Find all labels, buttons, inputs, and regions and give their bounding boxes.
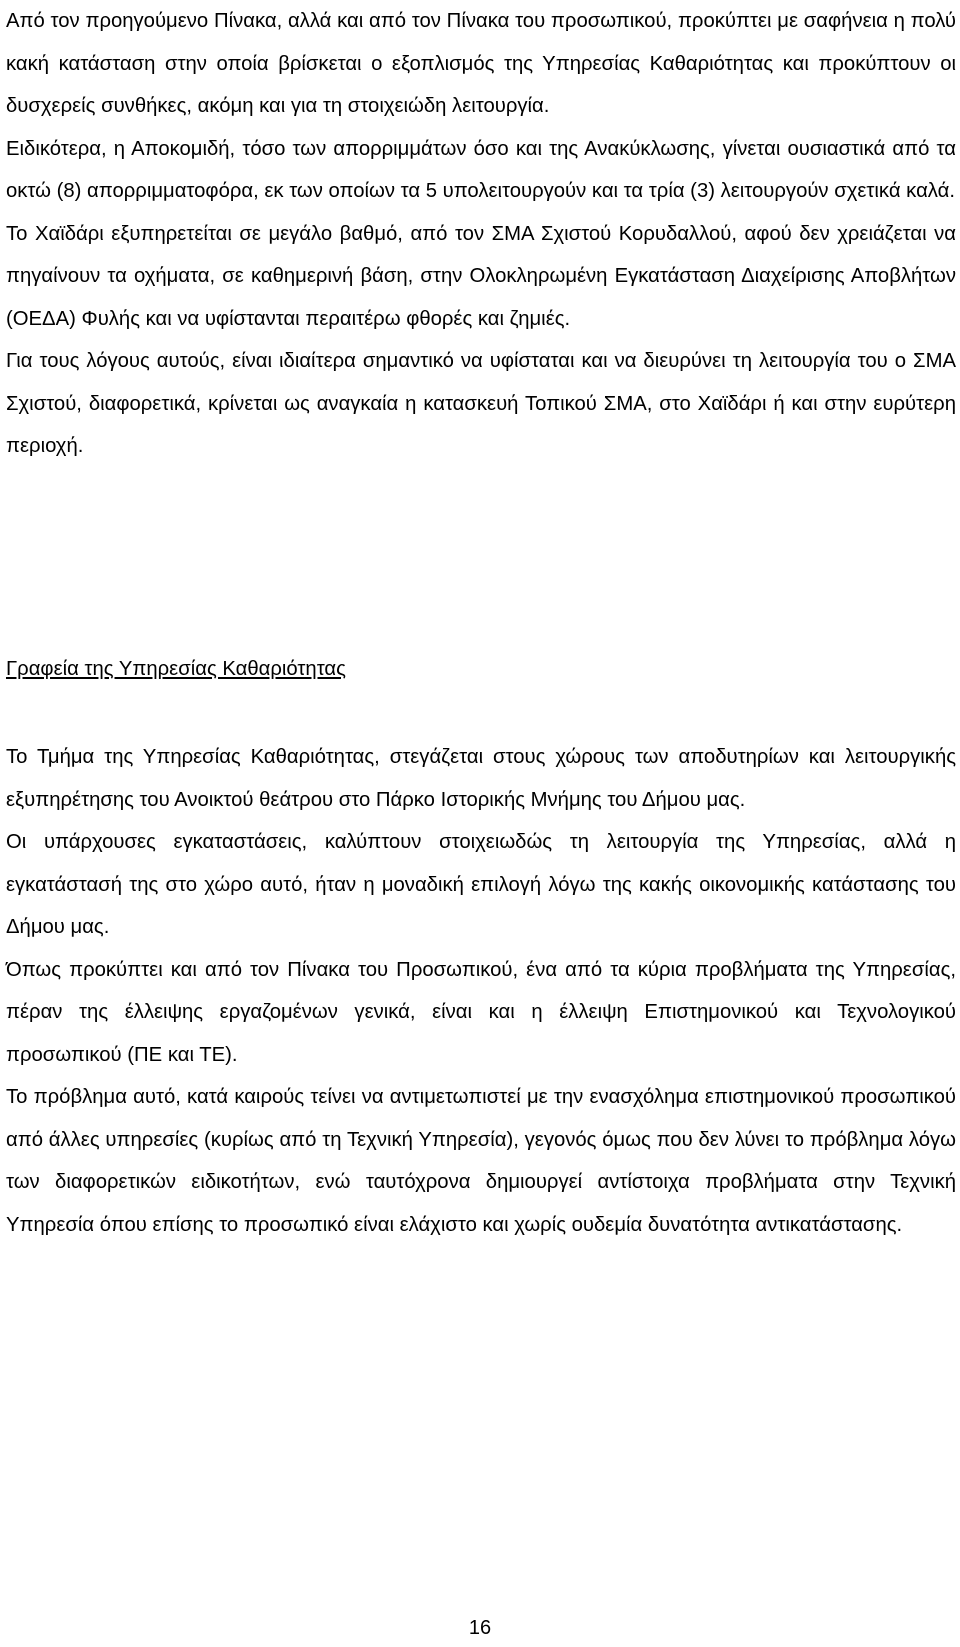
body-text-bottom (6, 736, 956, 1246)
section-heading: Γραφεία της Υπηρεσίας Καθαριότητας (6, 658, 346, 680)
paragraph-staff-solution: Το πρόβλημα αυτό, κατά καιρούς τείνει να αντιμετωπιστεί με την ενασχόλημα επιστημονικού προσωπικού από άλλες υπηρεσίες (κυρίως από τη Τεχνική Υπηρεσία), γεγονός όμως που δεν λύνει το πρόβλημα λόγω των διαφορετικών ειδικοτήτων, ενώ ταυτόχρονα δημιουργεί αντίστοιχα προβλήματα στην Τεχνική Υπηρεσία όπου επίσης το προσωπικό είναι ελάχιστο και χωρίς ουδεμία δυνατότητα αντικατάστασης. (6, 1086, 956, 1236)
paragraph-office-location: Το Τμήμα της Υπηρεσίας Καθαριότητας, στεγάζεται στους χώρους των αποδυτηρίων και λειτουργικής εξυπηρέτησης του Ανοικτού θεάτρου στο Πάρκο Ιστορικής Μνήμης του Δήμου μας. (6, 746, 956, 811)
paragraph-staff-shortage: Όπως προκύπτει και από τον Πίνακα του Προσωπικού, ένα από τα κύρια προβλήματα της Υπηρεσίας, πέραν της έλλειψης εργαζομένων γενικά, είναι και η έλλειψη Επιστημονικού και Τεχνολογικού προσωπικού (ΠΕ και ΤΕ). (6, 958, 956, 1066)
paragraph-local-station-need: Για τους λόγους αυτούς, είναι ιδιαίτερα σημαντικό να υφίσταται και να διευρύνει τη λειτουργία του ο ΣΜΑ Σχιστού, διαφορετικά, κρίνεται ως αναγκαία η κατασκευή Τοπικού ΣΜΑ, στο Χαϊδάρι ή και στην ευρύτερη περιοχή. (6, 350, 956, 457)
paragraph-collection-vehicles: Ειδικότερα, η Αποκομιδή, τόσο των απορριμμάτων όσο και της Ανακύκλωσης, γίνεται ουσιαστικά από τα οκτώ (8) απορριμματοφόρα, εκ των οποίων τα 5 υπολειτουργούν και τα τρία (3) λειτουργούν σχετικά καλά. (6, 137, 956, 202)
paragraph-equipment-condition: Από τον προηγούμενο Πίνακα, αλλά και από τον Πίνακα του προσωπικού, προκύπτει με σαφήνεια η πολύ κακή κατάσταση στην οποία βρίσκεται ο εξοπλισμός της Υπηρεσίας Καθαριότητας και προκύπτουν οι δυσχερείς συνθήκες, ακόμη και για τη στοιχειώδη λειτουργία. (6, 10, 956, 117)
paragraph-transfer-station: Το Χαϊδάρι εξυπηρετείται σε μεγάλο βαθμό, από τον ΣΜΑ Σχιστού Κορυδαλλού, αφού δεν χρειάζεται να πηγαίνουν τα οχήματα, σε καθημερινή βάση, στην Ολοκληρωμένη Εγκατάσταση Διαχείρισης Αποβλήτων (ΟΕΔΑ) Φυλής και να υφίστανται περαιτέρω φθορές και ζημιές. (6, 222, 956, 330)
page-number: 16 (468, 1617, 492, 1639)
paragraph-facilities: Οι υπάρχουσες εγκαταστάσεις, καλύπτουν στοιχειωδώς τη λειτουργία της Υπηρεσίας, αλλά η εγκατάστασή της στο χώρο αυτό, ήταν η μοναδική επιλογή λόγω της κακής οικονομικής κατάστασης του Δήμου μας. (6, 831, 956, 938)
body-text-top (6, 0, 956, 468)
